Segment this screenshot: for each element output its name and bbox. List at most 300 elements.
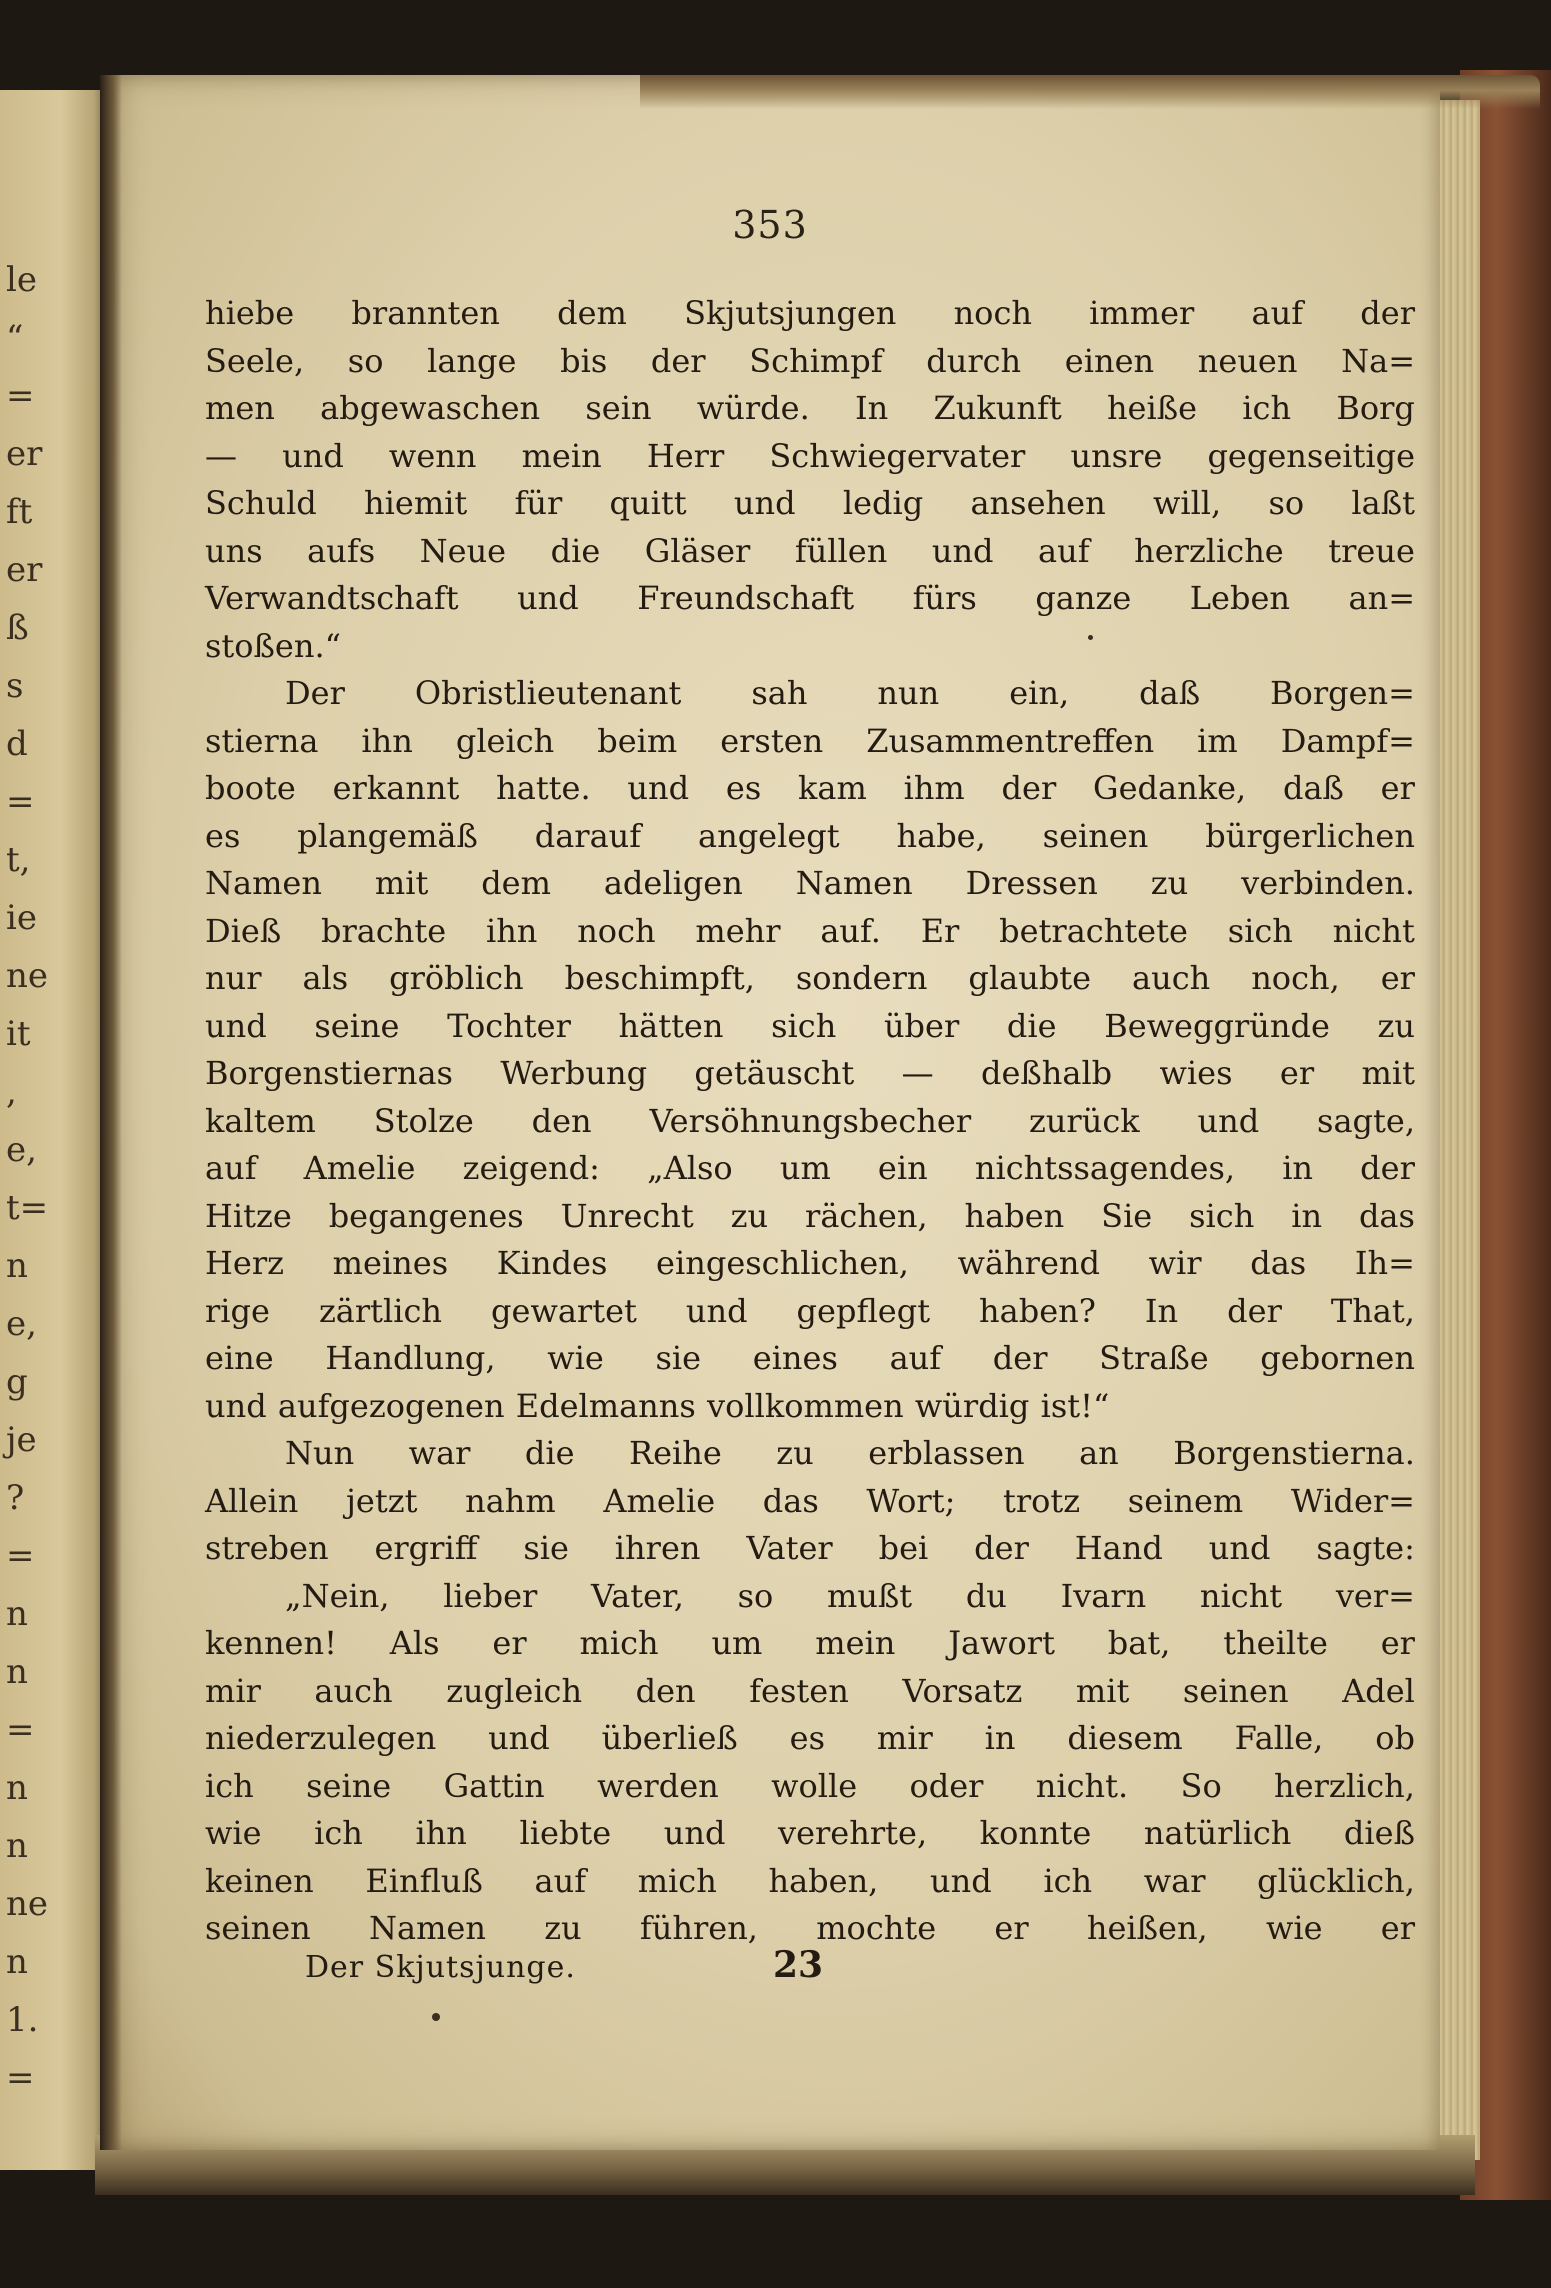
word: und	[929, 1861, 992, 1900]
word: immer	[1089, 294, 1195, 332]
word: oder	[909, 1766, 984, 1805]
word: keinen	[205, 1861, 314, 1900]
word: auf	[1251, 294, 1304, 332]
word: meines	[332, 1244, 449, 1282]
word: um	[711, 1624, 763, 1662]
word: Hand	[1074, 1529, 1163, 1567]
word: bürgerlichen	[1205, 816, 1415, 855]
word: brachte	[320, 911, 447, 950]
word: die	[1006, 1006, 1057, 1045]
word: beschimpft,	[564, 959, 755, 997]
word: Zusammentreffen	[866, 721, 1155, 760]
left-page-fragment: e,	[6, 1130, 37, 1170]
word: gleich	[455, 721, 555, 760]
body-text	[205, 290, 1415, 1953]
left-page-fragment: ?	[6, 1478, 25, 1518]
word: ersten	[720, 721, 824, 760]
left-page-fragment: =	[6, 1710, 35, 1750]
word: Versöhnungsbecher	[649, 1101, 972, 1140]
word: und	[488, 1719, 550, 1757]
word: wie	[547, 1339, 604, 1377]
word: Handlung,	[325, 1339, 496, 1377]
word: Hitze	[205, 1196, 292, 1235]
word: das	[1250, 1244, 1307, 1282]
word: auf	[889, 1339, 942, 1377]
word: mich	[579, 1624, 659, 1662]
word: ledig	[842, 484, 924, 522]
word: Obristlieutenant	[414, 674, 682, 712]
word: Neue	[419, 531, 507, 570]
word: Amelie	[303, 1149, 416, 1187]
word: neuen	[1197, 341, 1298, 380]
word: Gläser	[644, 531, 751, 570]
word: ergriff	[374, 1529, 478, 1567]
word: so	[1268, 484, 1305, 522]
page-number: 353	[732, 203, 808, 247]
word: theilte	[1223, 1624, 1328, 1662]
word: wenn	[388, 436, 477, 475]
word: ihren	[614, 1529, 701, 1567]
ink-speck	[432, 2013, 440, 2021]
word: nun	[877, 674, 940, 712]
word: habe,	[896, 816, 986, 855]
word: seine	[306, 1766, 392, 1805]
word: hiemit	[364, 484, 468, 522]
word: sich	[1227, 911, 1293, 950]
word: bat,	[1107, 1624, 1171, 1662]
word: rächen,	[805, 1196, 928, 1235]
page-gutter	[100, 75, 122, 2150]
word: aufgezogenen	[277, 1386, 505, 1425]
word: Schwiegervater	[769, 436, 1026, 475]
text-line	[205, 385, 1415, 433]
word: heiße	[1106, 389, 1198, 427]
word: haben?	[979, 1291, 1096, 1330]
ink-speck	[1088, 635, 1093, 640]
word: dieß	[1343, 1814, 1415, 1852]
left-page-fragment: ne	[6, 1884, 49, 1924]
left-page-fragment: je	[6, 1420, 37, 1460]
text-line	[205, 1668, 1415, 1716]
text-line	[205, 290, 1415, 338]
text-line	[205, 1003, 1415, 1051]
left-page-fragment: n	[6, 1826, 28, 1866]
word: erkannt	[332, 769, 460, 807]
word: Stolze	[373, 1101, 474, 1140]
word: führen,	[639, 1909, 758, 1947]
word: gewartet	[491, 1291, 637, 1330]
word: ansehen	[970, 484, 1106, 522]
left-page-fragment: 1.	[6, 2000, 39, 2040]
word: ver=	[1335, 1576, 1415, 1615]
word: seine	[314, 1006, 400, 1045]
text-line	[205, 1430, 1415, 1478]
word: der	[1227, 1291, 1282, 1330]
word: verbinden.	[1241, 864, 1415, 902]
word: war	[1143, 1861, 1206, 1900]
word: hiebe	[205, 294, 295, 332]
word: und	[627, 769, 690, 807]
word: und	[205, 1006, 267, 1045]
word: sie	[523, 1529, 569, 1567]
word: herzliche	[1134, 531, 1284, 570]
signature-number: 23	[773, 1944, 824, 1986]
word: natürlich	[1143, 1814, 1292, 1852]
word: Leben	[1189, 579, 1290, 617]
word: eines	[752, 1339, 838, 1377]
word: treue	[1328, 531, 1415, 570]
word: Na=	[1341, 341, 1415, 380]
word: hatte.	[496, 769, 591, 807]
word: Herr	[646, 436, 725, 475]
left-page-fragment: =	[6, 376, 35, 416]
word: glücklich,	[1257, 1861, 1415, 1900]
word: streben	[205, 1529, 329, 1567]
word: zu	[776, 1434, 814, 1472]
word: mehr	[695, 911, 781, 950]
word: glaubte	[968, 959, 1092, 997]
word: kennen!	[205, 1624, 337, 1662]
word: „Nein,	[285, 1576, 390, 1615]
word: sah	[751, 674, 808, 712]
word: diesem	[1067, 1719, 1183, 1757]
word: deßhalb	[980, 1054, 1113, 1092]
word: für	[514, 484, 563, 522]
word: wie	[1265, 1909, 1323, 1947]
word: Skjutsjungen	[684, 294, 897, 332]
word: heißen,	[1086, 1909, 1208, 1947]
word: mit	[1361, 1054, 1415, 1092]
word: es	[205, 816, 241, 855]
word: das	[1358, 1196, 1415, 1235]
word: ganze	[1035, 579, 1132, 617]
word: in	[984, 1719, 1016, 1757]
text-line	[205, 575, 1415, 623]
word: Edelmanns	[515, 1386, 696, 1425]
word: Borgen=	[1270, 674, 1415, 712]
word: boote	[205, 769, 296, 807]
word: quitt	[609, 484, 687, 522]
left-page-fragment: n	[6, 1594, 28, 1634]
text-line	[205, 1620, 1415, 1668]
word: adeligen	[603, 864, 743, 902]
word: der	[1001, 769, 1057, 807]
word: Falle,	[1234, 1719, 1324, 1757]
word: daß	[1139, 674, 1201, 712]
word: konnte	[979, 1814, 1092, 1852]
word: uns	[205, 531, 263, 570]
word: gebornen	[1260, 1339, 1415, 1377]
text-line	[205, 813, 1415, 861]
word: Schimpf	[749, 341, 883, 380]
text-line	[205, 1810, 1415, 1858]
text-line	[205, 1050, 1415, 1098]
text-line	[205, 1478, 1415, 1526]
word: Amelie	[603, 1481, 716, 1520]
word: Dressen	[965, 864, 1098, 902]
text-line	[205, 1763, 1415, 1811]
word: mußt	[826, 1576, 913, 1615]
word: verehrte,	[777, 1814, 928, 1852]
word: wolle	[771, 1766, 858, 1805]
word: Er	[920, 911, 960, 950]
word: und	[205, 1386, 267, 1425]
word: ob	[1375, 1719, 1415, 1757]
word: würdig	[914, 1386, 1030, 1425]
word: Jawort	[948, 1624, 1055, 1662]
left-page-fragment: t,	[6, 840, 31, 880]
text-line	[205, 1288, 1415, 1336]
text-line	[205, 1098, 1415, 1146]
text-line	[205, 670, 1415, 718]
word: er	[1380, 769, 1415, 807]
word: füllen	[794, 531, 888, 570]
text-line	[205, 1193, 1415, 1241]
word: niederzulegen	[205, 1719, 437, 1757]
word: Beweggründe	[1104, 1006, 1330, 1045]
word: der	[974, 1529, 1029, 1567]
word: unsre	[1070, 436, 1163, 475]
word: zu	[1150, 864, 1189, 902]
text-line	[205, 908, 1415, 956]
word: lieber	[443, 1576, 538, 1615]
word: Kindes	[496, 1244, 608, 1282]
word: zeigend:	[462, 1149, 600, 1187]
word: lange	[427, 341, 517, 380]
word: dem	[481, 864, 551, 902]
left-page-fragment: er	[6, 550, 43, 590]
left-page-fragment: t=	[6, 1188, 49, 1228]
word: Borgenstiernas	[205, 1054, 453, 1092]
word: Reihe	[629, 1434, 722, 1472]
left-page-fragment: n	[6, 1246, 28, 1286]
word: festen	[749, 1671, 849, 1710]
word: zu	[730, 1196, 769, 1235]
word: Seele,	[205, 341, 305, 380]
text-line	[205, 433, 1415, 481]
word: auch	[314, 1671, 393, 1710]
word: eine	[205, 1339, 274, 1377]
word: nicht	[1199, 1576, 1283, 1615]
word: um	[779, 1149, 831, 1187]
word: würde.	[696, 389, 810, 427]
word: hätten	[618, 1006, 724, 1045]
word: der	[650, 341, 706, 380]
word: fürs	[912, 579, 977, 617]
word: während	[957, 1244, 1100, 1282]
left-page-fragment: “	[6, 318, 24, 358]
page-footer	[305, 1944, 1355, 1998]
word: mit	[374, 864, 429, 902]
word: zu	[544, 1909, 582, 1947]
word: —	[205, 436, 237, 475]
word: seinem	[1127, 1481, 1244, 1520]
word: er	[1380, 959, 1415, 997]
text-line	[205, 1145, 1415, 1193]
left-page-fragment: =	[6, 2058, 35, 2098]
text-line	[205, 1715, 1415, 1763]
word: Herz	[205, 1244, 284, 1282]
left-page-fragment: ft	[6, 492, 33, 532]
word: im	[1197, 721, 1238, 760]
word: ihm	[903, 769, 965, 807]
word: sagte:	[1316, 1529, 1415, 1567]
word: Freundschaft	[637, 579, 855, 617]
word: darauf	[534, 816, 642, 855]
word: und	[931, 531, 994, 570]
word: brannten	[351, 294, 500, 332]
word: begangenes	[328, 1196, 524, 1235]
word: Namen	[205, 864, 322, 902]
word: Dieß	[205, 911, 282, 950]
word: zärtlich	[318, 1291, 443, 1330]
word: an	[1079, 1434, 1119, 1472]
word: Ivarn	[1060, 1576, 1147, 1615]
word: seinen	[1042, 816, 1149, 855]
page-top-wear	[640, 75, 1540, 109]
word: das	[762, 1481, 819, 1520]
word: noch	[577, 911, 656, 950]
word: ich	[1043, 1861, 1093, 1900]
word: Namen	[368, 1909, 486, 1947]
word: sein	[585, 389, 652, 427]
word: mochte	[816, 1909, 937, 1947]
word: Der	[285, 674, 345, 712]
word: der	[1360, 1149, 1415, 1187]
word: Borg	[1336, 389, 1415, 427]
word: Als	[389, 1624, 440, 1662]
word: ist!“	[1040, 1386, 1110, 1425]
word: daß	[1282, 769, 1344, 807]
word: getäuscht	[694, 1054, 855, 1092]
word: Wider=	[1290, 1481, 1415, 1520]
word: Gedanke,	[1093, 769, 1247, 807]
word: That,	[1330, 1291, 1415, 1330]
text-line	[205, 1573, 1415, 1621]
word: er	[994, 1909, 1029, 1947]
word: will,	[1152, 484, 1222, 522]
left-page-fragment: =	[6, 1536, 35, 1576]
left-page-fragment: n	[6, 1942, 28, 1982]
word: ich	[314, 1814, 363, 1852]
word: abgewaschen	[320, 389, 541, 427]
text-line	[205, 1383, 1415, 1431]
word: den	[531, 1101, 592, 1140]
word: auch	[1132, 959, 1211, 997]
word: Werbung	[500, 1054, 648, 1092]
word: mich	[637, 1861, 717, 1900]
word: Schuld	[205, 484, 317, 522]
word: nicht	[1332, 911, 1415, 950]
word: als	[302, 959, 349, 997]
word: So	[1180, 1766, 1222, 1805]
word: sich	[1189, 1196, 1255, 1235]
left-page-fragment: ne	[6, 956, 49, 996]
word: er	[1380, 1909, 1415, 1947]
word: Namen	[795, 864, 913, 902]
word: ihn	[361, 721, 413, 760]
word: rige	[205, 1291, 270, 1330]
word: so	[737, 1576, 774, 1615]
word: Sie	[1101, 1196, 1153, 1235]
word: beim	[597, 721, 678, 760]
word: er	[1279, 1054, 1315, 1092]
word: einen	[1064, 341, 1155, 380]
word: Ih=	[1354, 1244, 1415, 1282]
word: noch,	[1251, 959, 1340, 997]
left-page-fragment: it	[6, 1014, 31, 1054]
word: gegenseitige	[1207, 436, 1415, 475]
word: Vater	[746, 1529, 833, 1567]
word: auf	[534, 1861, 587, 1900]
word: aufs	[307, 531, 376, 570]
word: zurück	[1028, 1101, 1140, 1140]
word: nichtssagendes,	[974, 1149, 1236, 1187]
text-line	[205, 338, 1415, 386]
word: war	[408, 1434, 471, 1472]
word: und	[1208, 1529, 1271, 1567]
word: seinen	[1182, 1671, 1289, 1710]
word: es	[725, 769, 762, 807]
word: Vater,	[590, 1576, 684, 1615]
word: laßt	[1351, 484, 1415, 522]
left-page-fragment: ie	[6, 898, 37, 938]
word: gepflegt	[796, 1291, 931, 1330]
word: stierna	[205, 721, 319, 760]
word: die	[524, 1434, 575, 1472]
word: Gattin	[443, 1766, 545, 1805]
word: er	[492, 1624, 527, 1662]
word: mein	[521, 436, 602, 475]
word: jetzt	[346, 1481, 418, 1520]
text-line	[205, 718, 1415, 766]
word: zugleich	[446, 1671, 583, 1710]
word: und	[685, 1291, 748, 1330]
word: nicht.	[1035, 1766, 1129, 1805]
word: Borgenstierna.	[1173, 1434, 1415, 1472]
word: er	[1380, 1624, 1415, 1662]
word: mein	[815, 1624, 896, 1662]
word: Vorsatz	[902, 1671, 1023, 1710]
word: noch	[953, 294, 1032, 332]
word: ein,	[1009, 674, 1070, 712]
left-page-fragment: le	[6, 260, 37, 300]
text-line	[205, 765, 1415, 813]
word: Straße	[1099, 1339, 1209, 1377]
word: nahm	[465, 1481, 556, 1520]
left-page-fragment: e,	[6, 1304, 37, 1344]
word: liebte	[519, 1814, 612, 1852]
word: In	[855, 389, 889, 427]
word: Zukunft	[933, 389, 1062, 427]
word: haben	[964, 1196, 1065, 1235]
left-page-fragment: er	[6, 434, 43, 474]
word: den	[635, 1671, 696, 1710]
left-page-fragment: =	[6, 782, 35, 822]
word: „Also	[647, 1149, 733, 1187]
word: in	[1291, 1196, 1323, 1235]
word: überließ	[601, 1719, 738, 1757]
left-page-edge	[0, 90, 110, 2170]
word: eingeschlichen,	[656, 1244, 909, 1282]
left-page-fragment: ,	[6, 1072, 17, 1112]
word: stoßen.“	[205, 626, 341, 665]
text-line	[205, 623, 1415, 671]
word: Wort;	[866, 1481, 956, 1520]
word: ein	[877, 1149, 928, 1187]
word: auf	[1038, 531, 1090, 570]
word: wies	[1159, 1054, 1233, 1092]
